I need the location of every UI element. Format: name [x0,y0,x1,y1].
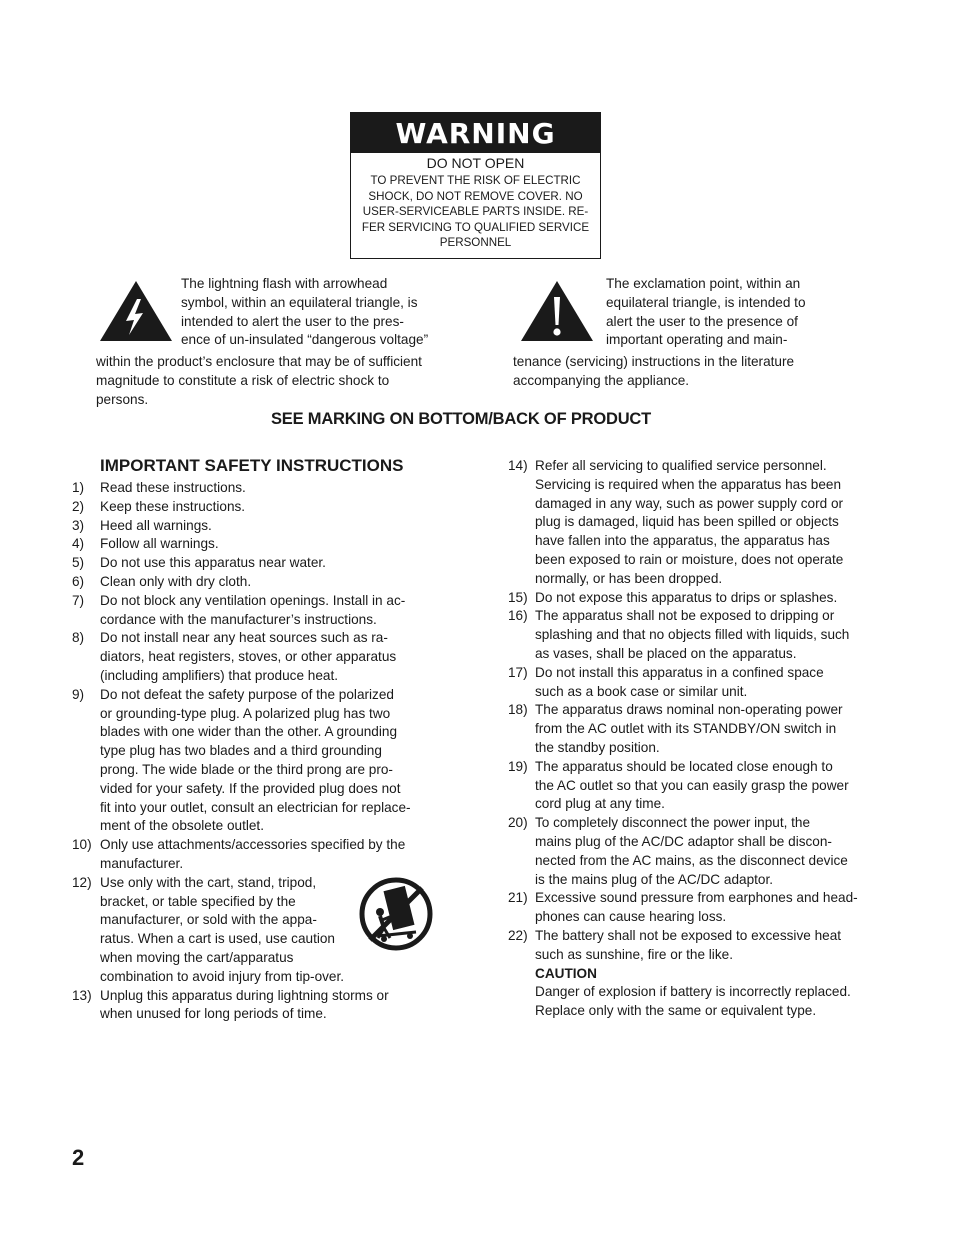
exclamation-line: alert the user to the presence of [606,313,798,329]
list-item-text [100,498,444,517]
list-item-text [100,535,444,554]
caution-line: Replace only with the same or equivalent type. [535,1003,817,1019]
list-item-number: 21) [508,890,528,906]
list-item-line: Heed all warnings. [100,517,212,533]
list-item-text [100,592,444,630]
list-item-text [535,607,886,663]
warning-subtitle: DO NOT OPEN [426,155,525,171]
list-item-line: phones can cause hearing loss. [535,909,727,925]
list-item [72,836,444,874]
list-item-line: Do not install near any heat sources such as ra- [100,630,388,646]
warning-line: SHOCK, DO NOT REMOVE COVER. NO [368,189,583,203]
list-item [508,889,886,927]
list-item-line: ment of the obsolete outlet. [100,818,264,834]
list-item-line: Do not use this apparatus near water. [100,555,326,571]
list-item-line: from the AC outlet with its STANDBY/ON switch in [535,721,837,737]
list-item-text [100,517,444,536]
list-item-line: Unplug this apparatus during lightning storms or [100,987,389,1003]
list-item-line: when moving the cart/apparatus [100,949,294,965]
list-item-number: 12) [72,874,92,890]
lightning-triangle-icon [96,275,176,353]
list-item-text [535,889,886,927]
list-item-text [535,927,886,965]
list-item-line: Do not expose this apparatus to drips or splashes. [535,589,838,605]
warning-line: USER-SERVICEABLE PARTS INSIDE. RE- [362,205,589,219]
cart-tip-over-icon [358,876,434,952]
list-item-number: 5) [72,555,85,571]
list-item-line: or grounding-type plug. A polarized plug has two [100,705,391,721]
page-number: 2 [72,1145,85,1170]
list-item-line: Clean only with dry cloth. [100,573,252,589]
lightning-line: intended to alert the user to the pres- [181,313,404,329]
list-item-line: bracket, or table specified by the [100,893,296,909]
list-item-line: Refer all servicing to qualified service personnel. [535,458,827,473]
list-item-line: (including amplifiers) that produce heat. [100,667,339,683]
list-item-number: 4) [72,536,85,552]
lightning-line: within the product’s enclosure that may be of sufficient [96,354,422,369]
list-item-line: been exposed to rain or moisture, does not operate [535,551,844,567]
warning-box [350,112,601,259]
list-item-text [535,814,886,889]
list-item-number: 7) [72,592,85,608]
exclamation-line: The exclamation point, within an [606,276,801,291]
lightning-line: persons. [96,391,149,407]
list-item-line: Read these instructions. [100,480,246,495]
list-item [72,498,444,517]
list-item-text [100,836,444,874]
list-item-number: 2) [72,498,85,514]
list-item-line: The apparatus shall not be exposed to dripping or [535,608,835,624]
list-item-line: nected from the AC mains, as the disconnect device [535,852,848,868]
list-item-text [535,664,886,702]
list-item-text [535,457,886,589]
warning-body [351,171,600,251]
warning-line: PERSONNEL [439,236,512,250]
list-item-number: 22) [508,927,528,943]
list-item-line: is the mains plug of the AC/DC adaptor. [535,871,774,887]
exclamation-line: accompanying the appliance. [513,372,690,388]
list-item [72,629,444,685]
list-item-number: 14) [508,458,528,473]
list-item-text [100,573,444,592]
list-item-line: blades with one wider than the other. A grounding [100,724,398,740]
list-item-line: prong. The wide blade or the third prong are pro- [100,761,393,777]
list-item-number: 6) [72,573,85,589]
list-item [508,607,886,663]
list-item-number: 18) [508,702,528,718]
list-item-line: such as sunshine, fire or the like. [535,946,733,962]
caution-label: CAUTION [535,965,597,981]
list-item-text [100,554,444,573]
safety-heading: IMPORTANT SAFETY INSTRUCTIONS [100,456,404,475]
warning-title: WARNING [351,113,600,153]
list-item-line: splashing and that no objects filled with liquids, such [535,627,850,643]
list-item-line: Do not install this apparatus in a confined space [535,664,824,680]
list-item-line: Do not block any ventilation openings. Install in ac- [100,592,406,608]
list-item [508,589,886,608]
caution-note [535,965,886,1021]
list-item-text [535,589,886,608]
list-item [508,701,886,757]
list-item-line: Do not defeat the safety purpose of the polarized [100,686,394,702]
lightning-line: magnitude to constitute a risk of electric shock to [96,372,390,388]
list-item-line: To completely disconnect the power input, the [535,815,811,831]
list-item-number: 19) [508,758,528,774]
list-item-line: manufacturer. [100,855,184,871]
list-item [72,592,444,630]
list-item [72,479,444,498]
list-item [72,535,444,554]
list-item-line: as vases, shall be placed on the apparatus. [535,645,797,661]
list-item-line: Use only with the cart, stand, tripod, [100,874,317,890]
list-item-line: Only use attachments/accessories specified by the [100,837,406,853]
list-item-line: normally, or has been dropped. [535,570,723,586]
list-item [508,814,886,889]
list-item-number: 9) [72,686,85,702]
list-item-number: 16) [508,608,528,624]
list-item-line: Keep these instructions. [100,498,246,514]
warning-line: FER SERVICING TO QUALIFIED SERVICE [361,220,590,234]
list-item-line: The apparatus should be located close enough to [535,758,833,774]
list-item [508,758,886,814]
list-item [508,664,886,702]
list-item-line: vided for your safety. If the provided plug does not [100,780,401,796]
list-item [72,987,444,1025]
list-item-line: the AC outlet so that you can easily grasp the power [535,777,849,793]
list-item-line: type plug has two blades and a third grounding [100,743,382,759]
exclamation-line: equilateral triangle, is intended to [606,294,806,310]
exclamation-line: tenance (servicing) instructions in the literature [513,354,795,369]
list-item-line: Servicing is required when the apparatus has been [535,476,842,492]
list-item-line: The battery shall not be exposed to excessive heat [535,927,842,943]
list-item-line: damaged in any way, such as power supply cord or [535,495,844,511]
list-item [72,573,444,592]
list-item-line: diators, heat registers, stoves, or other apparatus [100,649,397,665]
list-item-line: mains plug of the AC/DC adaptor shall be discon- [535,833,832,849]
lightning-line: ence of un-insulated “dangerous voltage” [181,332,429,348]
list-item-line: plug is damaged, liquid has been spilled or objects [535,514,839,530]
list-item-number: 20) [508,815,528,831]
list-item-line: cord plug at any time. [535,796,665,812]
list-item-number: 8) [72,630,85,646]
list-item-line: combination to avoid injury from tip-over. [100,968,345,984]
list-item-number: 10) [72,837,92,853]
warning-line: TO PREVENT THE RISK OF ELECTRIC [370,174,581,187]
list-item-text [100,987,444,1025]
list-item-line: cordance with the manufacturer’s instructions. [100,611,377,627]
list-item-text [100,686,444,836]
safety-list-right [508,457,886,1021]
list-item-line: The apparatus draws nominal non-operating power [535,702,843,718]
exclamation-triangle-icon [517,275,597,353]
exclamation-symbol-explanation [513,275,863,391]
list-item-text [100,629,444,685]
list-item-line: have fallen into the apparatus, the apparatus has [535,533,830,549]
list-item [72,554,444,573]
list-item-line: Follow all warnings. [100,536,219,552]
safety-list-right-items [508,457,886,965]
list-item-number: 1) [72,480,85,495]
list-item-line: when unused for long periods of time. [100,1006,327,1022]
list-item [508,457,886,589]
list-item-line: manufacturer, or sold with the appa- [100,912,317,928]
list-item-number: 17) [508,664,528,680]
list-item-line: Excessive sound pressure from earphones and head- [535,890,858,906]
list-item-line: ratus. When a cart is used, use caution [100,931,335,947]
list-item-line: the standby position. [535,739,660,755]
list-item-line: fit into your outlet, consult an electrician for replace- [100,799,411,815]
caution-line: Danger of explosion if battery is incorrectly replaced. [535,984,851,1000]
list-item-text [535,758,886,814]
list-item-number: 15) [508,589,528,605]
list-item-number: 3) [72,517,85,533]
lightning-line: The lightning flash with arrowhead [181,276,388,291]
exclamation-line: important operating and main- [606,332,788,348]
list-item-number: 13) [72,987,92,1003]
list-item [72,686,444,836]
lightning-symbol-explanation [96,275,446,409]
list-item-line: such as a book case or similar unit. [535,683,748,699]
list-item [72,517,444,536]
list-item-text [100,479,444,498]
list-item [508,927,886,965]
marking-heading: SEE MARKING ON BOTTOM/BACK OF PRODUCT [270,410,652,428]
lightning-line: symbol, within an equilateral triangle, is [181,294,418,310]
list-item-text [535,701,886,757]
